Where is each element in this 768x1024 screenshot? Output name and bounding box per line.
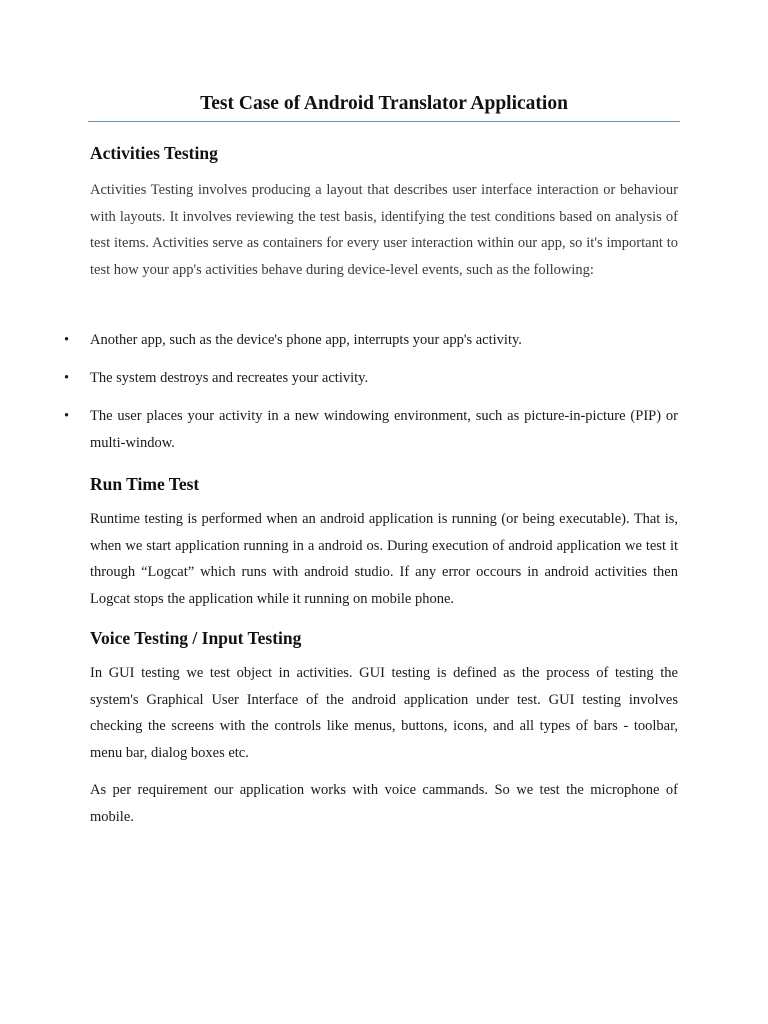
section-heading-voice-testing: Voice Testing / Input Testing bbox=[90, 628, 302, 648]
bullet-marker: • bbox=[64, 408, 70, 424]
bullet-item-recreate: The system destroys and recreates your activity. bbox=[90, 370, 369, 386]
bullet-item-windowing: The user places your activity in a new windowing environment, such as picture-in-picture (PIP) or multi-window. bbox=[90, 408, 678, 451]
activities-testing-paragraph: Activities Testing involves producing a layout that describes user interface interaction or behaviour with layouts. It involves reviewing the test basis, identifying the test conditions based on analysis of test items. Activities serve as containers for every user interaction within our app, so it's important to test how your app's activities behave during device-level events, such as the following: bbox=[90, 182, 678, 279]
voice-commands-paragraph: As per requirement our application works with voice cammands. So we test the microphone of mobile. bbox=[90, 782, 678, 825]
run-time-test-paragraph: Runtime testing is performed when an android application is running (or being executable). That is, when we start application running in a android os. During execution of android application we test it through “Logcat” which runs with android studio. If any error occours in android activities then Logcat stops the application while it running on mobile phone. bbox=[90, 511, 678, 608]
document-title: Test Case of Android Translator Application bbox=[200, 93, 568, 114]
title-divider bbox=[88, 121, 680, 122]
bullet-marker: • bbox=[64, 370, 70, 386]
bullet-item-interrupt: Another app, such as the device's phone app, interrupts your app's activity. bbox=[90, 332, 522, 348]
bullet-marker: • bbox=[64, 332, 70, 348]
section-heading-activities-testing: Activities Testing bbox=[90, 143, 218, 163]
gui-testing-paragraph: In GUI testing we test object in activities. GUI testing is defined as the process of testing the system's Graphical User Interface of the android application under test. GUI testing involves checking the screens with the controls like menus, buttons, icons, and all types of bars - toolbar, menu bar, dialog boxes etc. bbox=[90, 665, 678, 762]
section-heading-run-time-test: Run Time Test bbox=[90, 474, 200, 494]
